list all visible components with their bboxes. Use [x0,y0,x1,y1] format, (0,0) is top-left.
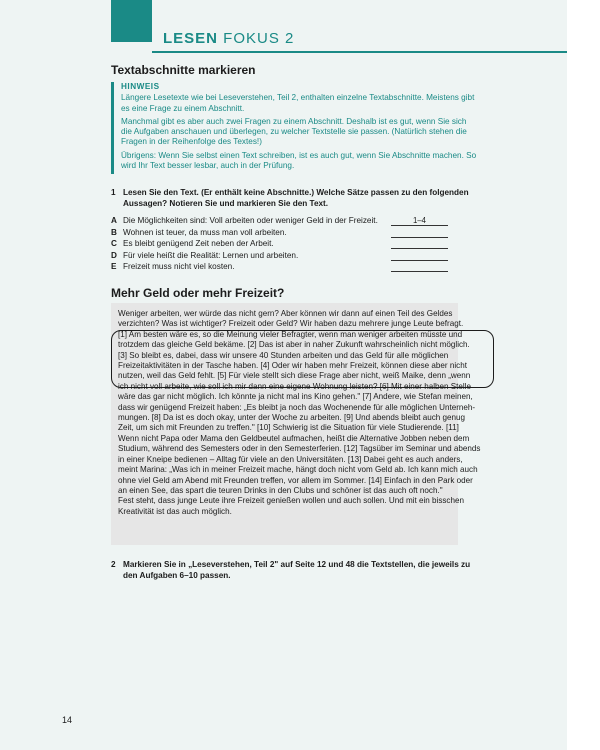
statement-answer-field[interactable] [391,262,448,272]
hinweis-label: HINWEIS [121,82,160,91]
statement-text: Für viele heißt die Realität: Lernen und arbeiten. [123,250,299,260]
reading-line: meint Marina: „Was ich in meiner Freizeit mache, hängt doch nicht vom Geld ab. Ich kann mich auch [118,465,478,475]
task-2 [111,560,481,581]
reading-line: ich nicht voll arbeite, wie soll ich mir dann eine eigene Wohnung leisten? [6] Mit einer halben Stelle [118,381,472,391]
reading-line: Fest steht, dass junge Leute ihre Freizeit genießen wollen und auch sollen. Und mit ein bisschen [118,496,464,506]
statement-answer-field[interactable] [391,251,448,261]
reading-line: Kreativität ist das auch möglich. [118,506,232,516]
header-title-rest: FOKUS 2 [218,30,295,47]
hinweis-paragraph-2: Manchmal gibt es aber auch zwei Fragen zu einem Abschnitt. Deshalb ist es gut, wenn Sie sich die Aufgaben anschauen und überlegen, zu welcher Textstelle sie passen. (Natürlich stehen die Fragen in der Reihenfolge des Textes!) [121,116,467,147]
reading-line: in einer Kneipe bedienen – Alltag für viele an den Universitäten. [13] Dabei geht es auch anders, [118,454,463,464]
reading-line: trotzdem das gleiche Geld bekäme. [2] Das ist aber in naher Zukunft wahrscheinlich nicht möglich. [118,340,470,350]
task-1 [111,188,481,209]
statement-a [111,216,451,228]
reading-line: an einen See, das spart die teuren Drinks in den Clubs und schöner ist das auch oft noch." [118,485,443,495]
header-divider [152,51,567,53]
reading-line: wäre das gar nicht möglich. Ich könnte ja nicht mal ins Kino gehen." [7] Andere, wie Stefan meinen, [118,392,473,402]
statement-b [111,228,451,240]
statement-text: Die Möglichkeiten sind: Voll arbeiten oder weniger Geld in der Freizeit. [123,216,378,225]
reading-line: nutzen, weil das Geld fehlt. [5] Für viele stellt sich diese Frage aber nicht, weiß Maike, denn „wenn [118,371,471,381]
task-2-number: 2 [111,560,116,569]
reading-line: Zeit, um sich mit Freunden zu treffen." [10] Schwierig ist die Situation für viele Studierende. [11] [118,423,459,433]
statement-answer-field[interactable] [391,228,448,238]
hinweis-paragraph-1: Längere Lesetexte wie bei Leseverstehen, Teil 2, enthalten einzelne Textabschnitte. Meistens gibt es eine Frage zu einem Abschnitt. [121,93,475,113]
statement-text: Wohnen ist teuer, da muss man voll arbeiten. [123,227,287,237]
hinweis-box [111,82,478,174]
reading-line: Wenn nicht Papa oder Mama den Geldbeutel aufmachen, heißt die Alternative Jobben neben dem [118,433,470,443]
section-title-textabschnitte: Textabschnitte markieren [111,63,256,77]
reading-line: [3] So bleibt es, dabei, dass wir unsere 40 Stunden arbeiten und das Geld für alle möglichen [118,350,449,360]
task-2-instructions: Markieren Sie in „Leseverstehen, Teil 2" auf Seite 12 und 48 die Textstellen, die jeweils zu den Aufgaben 6–10 passen. [123,560,471,580]
statement-letter: E [111,262,117,272]
hinweis-paragraph-3: Übrigens: Wenn Sie selbst einen Text schreiben, ist es auch gut, wenn Sie Abschnitte machen. So wird Ihr Text besser lesbar, auch in der Prüfung. [121,150,477,171]
reading-line: Weniger arbeiten, wer würde das nicht gern? Aber können wir dann auf einen Teil des Geldes [118,309,453,318]
section-title-mehr-geld: Mehr Geld oder mehr Freizeit? [111,286,285,300]
reading-line: ohne viel Geld am Abend mit Freunden treffen, vor allem im Sommer. [14] Einfach in den Park oder [118,475,473,485]
page-header-title [163,30,294,47]
statement-text: Es bleibt genügend Zeit neben der Arbeit. [123,239,274,249]
reading-line: dass wir genügend Freizeit haben: „Es bleibt ja noch das Wochenende für alle möglichen Unterneh- [118,402,476,412]
page-number: 14 [62,715,73,725]
statement-answer-field[interactable]: 1–4 [391,216,448,226]
reading-line: Freizeitaktivitäten in der Tasche haben. [4] Oder wir haben mehr Freizeit, können diese aber nicht [118,361,467,371]
reading-line: mungen. [8] Da ist es doch okay, unter der Woche zu arbeiten. [9] Und abends bleibt auch genug [118,413,466,423]
statement-letter: A [111,216,117,225]
statement-answer-field[interactable] [391,239,448,249]
header-title-bold: LESEN [163,30,219,47]
statement-list [111,216,451,274]
statement-c [111,239,451,251]
statement-letter: B [111,227,117,237]
statement-d [111,251,451,263]
statement-letter: C [111,239,117,249]
reading-line: Studium, während des Semesters oder in den Semesterferien. [12] Tagsüber im Seminar und abends [118,444,481,454]
handdrawn-marking-outline [111,330,494,388]
task-1-number: 1 [111,188,116,197]
statement-text: Freizeit muss nicht viel kosten. [123,262,235,272]
task-1-instructions: Lesen Sie den Text. (Er enthält keine Abschnitte.) Welche Sätze passen zu den folgenden Aussagen? Notieren Sie und markieren Sie den Text. [123,188,469,208]
header-color-block [111,0,152,42]
reading-line: verzichten? Was ist wichtiger? Freizeit oder Geld? Wir haben dazu mehrere junge Leute befragt. [118,319,464,329]
statement-letter: D [111,250,117,260]
reading-line: [1] Am besten wäre es, so die Meinung vieler Befragter, wenn man weniger arbeiten müsste und [118,329,463,339]
statement-e [111,262,451,274]
